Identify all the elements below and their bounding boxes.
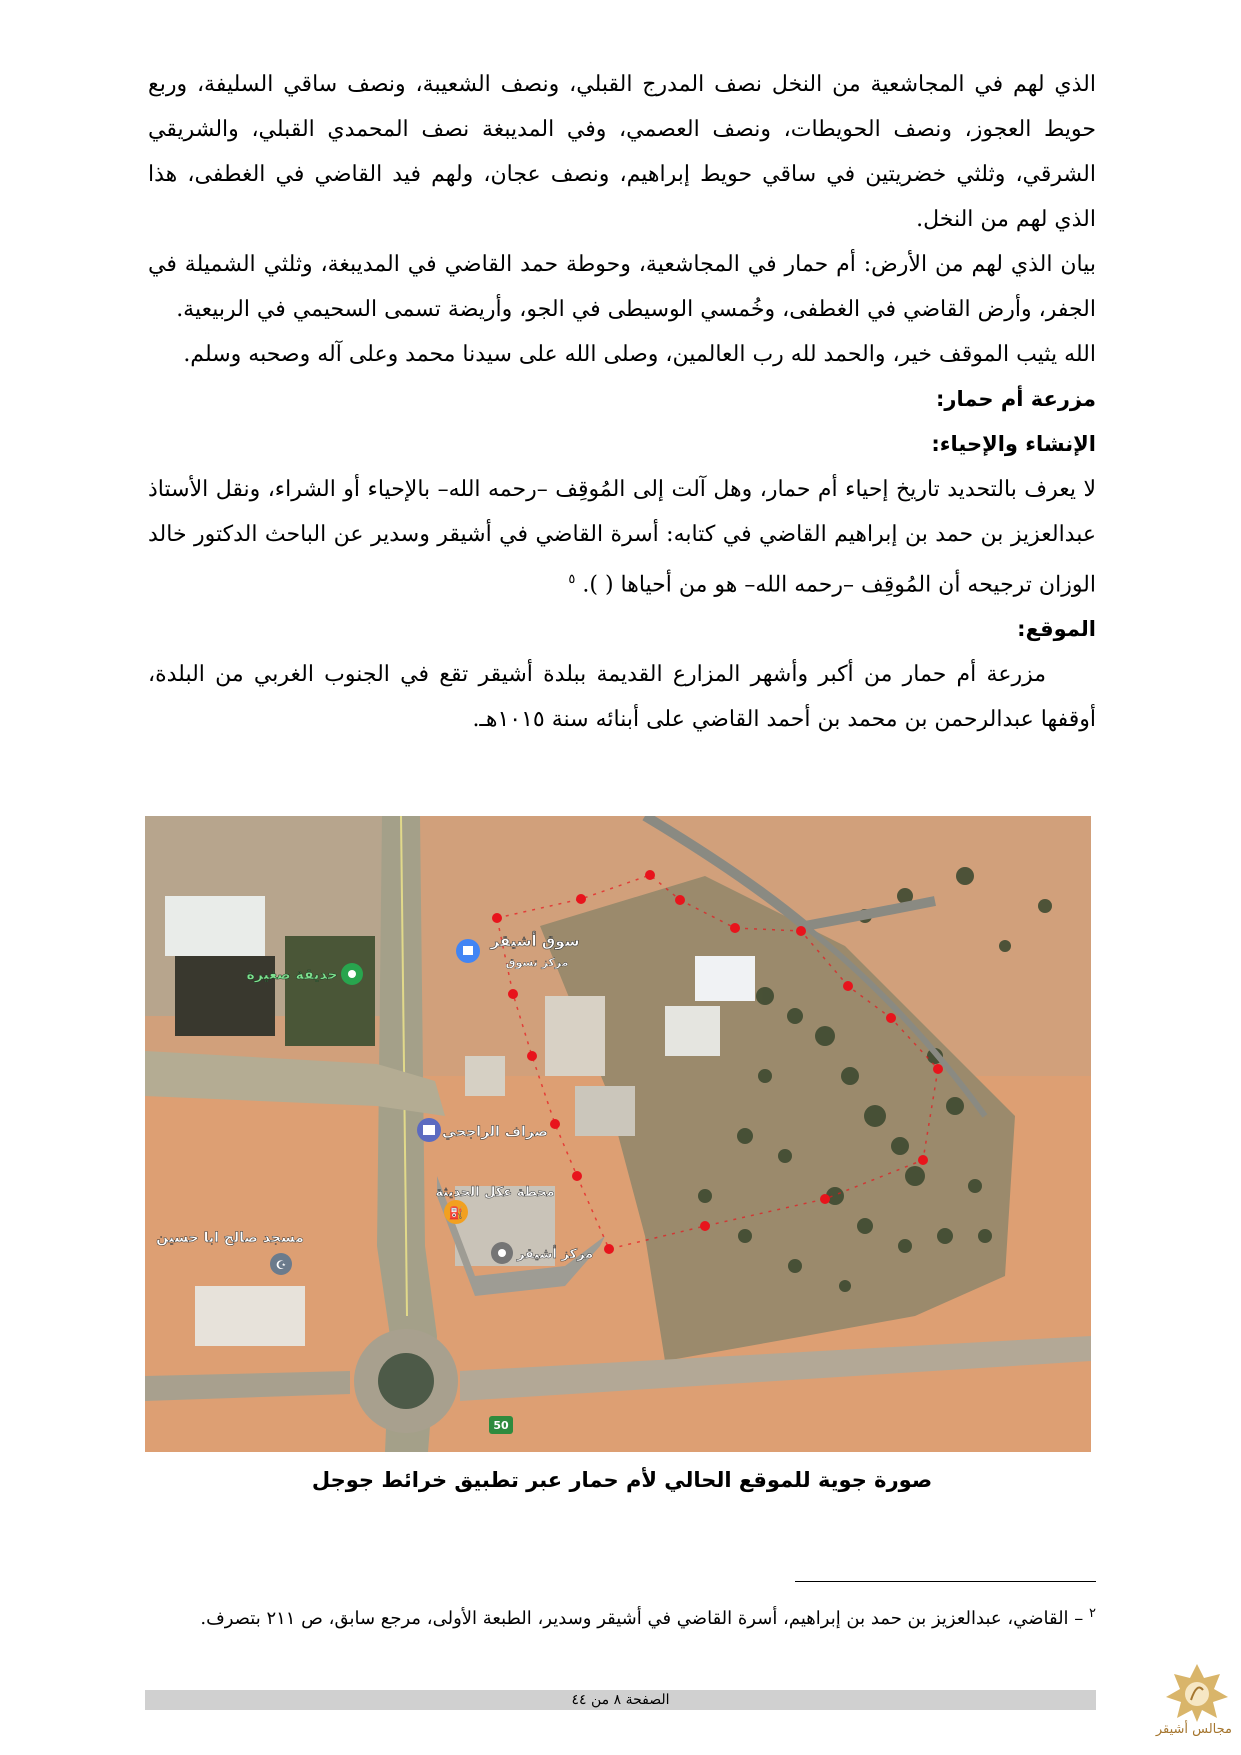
paragraph-prayer: الله يثيب الموقف خير، والحمد لله رب العالمين، وصلى الله على سيدنا محمد وعلى آله وصحبه وسلم. bbox=[183, 342, 1096, 367]
heading-establishment: الإنشاء والإحياء: bbox=[931, 432, 1096, 456]
map-label-station: محطة عكل الحديثة bbox=[435, 1185, 555, 1200]
map-label-center: مركز أشيقر bbox=[516, 1247, 594, 1262]
svg-text:☪: ☪ bbox=[275, 1258, 287, 1272]
poi-center-marker bbox=[491, 1242, 513, 1264]
logo-text: مجالس أشيقر bbox=[1155, 1722, 1232, 1737]
paragraph-lands: بيان الذي لهم من الأرض: أم حمار في المجاشعية، وحوطة حمد القاضي في المديبغة، وثلثي الشميلة في الجفر، وأرض القاضي في الغطفى، وخُمسي الوسيطى في الجو، وأريضة تسمى السحيمي في الربيعية. bbox=[148, 252, 1096, 322]
poi-station-marker bbox=[444, 1200, 468, 1224]
paragraph-establishment bbox=[148, 467, 1096, 607]
map-label-rajhi: صراف الراجحي bbox=[441, 1124, 549, 1140]
heading-farm: مزرعة أم حمار: bbox=[935, 387, 1096, 411]
poi-garden-marker bbox=[341, 963, 363, 985]
footnote-ref[interactable]: ٥ bbox=[568, 572, 576, 587]
logo-emblem-icon bbox=[1162, 1660, 1232, 1722]
poi-rajhi-marker bbox=[417, 1118, 441, 1142]
footnote bbox=[148, 1595, 1096, 1638]
map-label-souq: سوق أشيقر bbox=[490, 932, 580, 950]
map-label-mosque: مسجد صالح ابا حسين bbox=[156, 1230, 304, 1246]
footnote-number: ٢ bbox=[1089, 1606, 1096, 1621]
body-text bbox=[148, 62, 1096, 742]
paragraph-palms: الذي لهم في المجاشعية من النخل نصف المدرج القبلي، ونصف الشعيبة، ونصف ساقي السليفة، وربع حويط العجوز، ونصف الحويطات، ونصف العصمي، وفي المديبغة نصف المحمدي القبلي، والشريقي الشرقي، وثلثي خضريتين في ساقي حويط إبراهيم، ونصف عجان، ولهم فيد القاضي في الغطفى، هذا الذي لهم من النخل. bbox=[148, 72, 1096, 232]
poi-souq-marker bbox=[456, 939, 480, 963]
road-shield-label: 50 bbox=[493, 1419, 509, 1432]
map-label-souq-sub: مركز تسوق bbox=[505, 956, 569, 969]
footnote-divider bbox=[795, 1581, 1096, 1582]
svg-text:⛽: ⛽ bbox=[448, 1206, 464, 1220]
logo bbox=[1155, 1660, 1232, 1750]
poi-mosque-marker bbox=[270, 1253, 292, 1275]
paragraph-establishment-text: لا يعرف بالتحديد تاريخ إحياء أم حمار، وهل آلت إلى المُوقِف –رحمه الله– بالإحياء أو الشراء، ونقل الأستاذ عبدالعزيز بن حمد بن إبراهيم القاضي في كتابه: أسرة القاضي في أشيقر وسدير عن الباحث الدكتور خالد الوزان ترجيحه أن المُوقِف –رحمه الله– هو من أحياها ( ). bbox=[148, 477, 1096, 598]
page-number-bar bbox=[145, 1690, 1096, 1710]
figure-caption: صورة جوية للموقع الحالي لأم حمار عبر تطبيق خرائط جوجل bbox=[311, 1468, 933, 1492]
map-label-garden: حديقة صغيرة bbox=[246, 967, 338, 983]
aerial-map-image bbox=[145, 816, 1091, 1452]
page-number: الصفحة ٨ من ٤٤ bbox=[571, 1692, 670, 1708]
footnote-text: – القاضي، عبدالعزيز بن حمد بن إبراهيم، أسرة القاضي في أشيقر وسدير، الطبعة الأولى، مرجع سابق، ص ٢١١ بتصرف. bbox=[200, 1608, 1084, 1629]
heading-location: الموقع: bbox=[1017, 617, 1096, 642]
paragraph-location: مزرعة أم حمار من أكبر وأشهر المزارع القديمة ببلدة أشيقر تقع في الجنوب الغربي من البلدة، أوقفها عبدالرحمن بن محمد بن أحمد القاضي على أبنائه سنة ١٠١٥هـ. bbox=[148, 662, 1096, 733]
